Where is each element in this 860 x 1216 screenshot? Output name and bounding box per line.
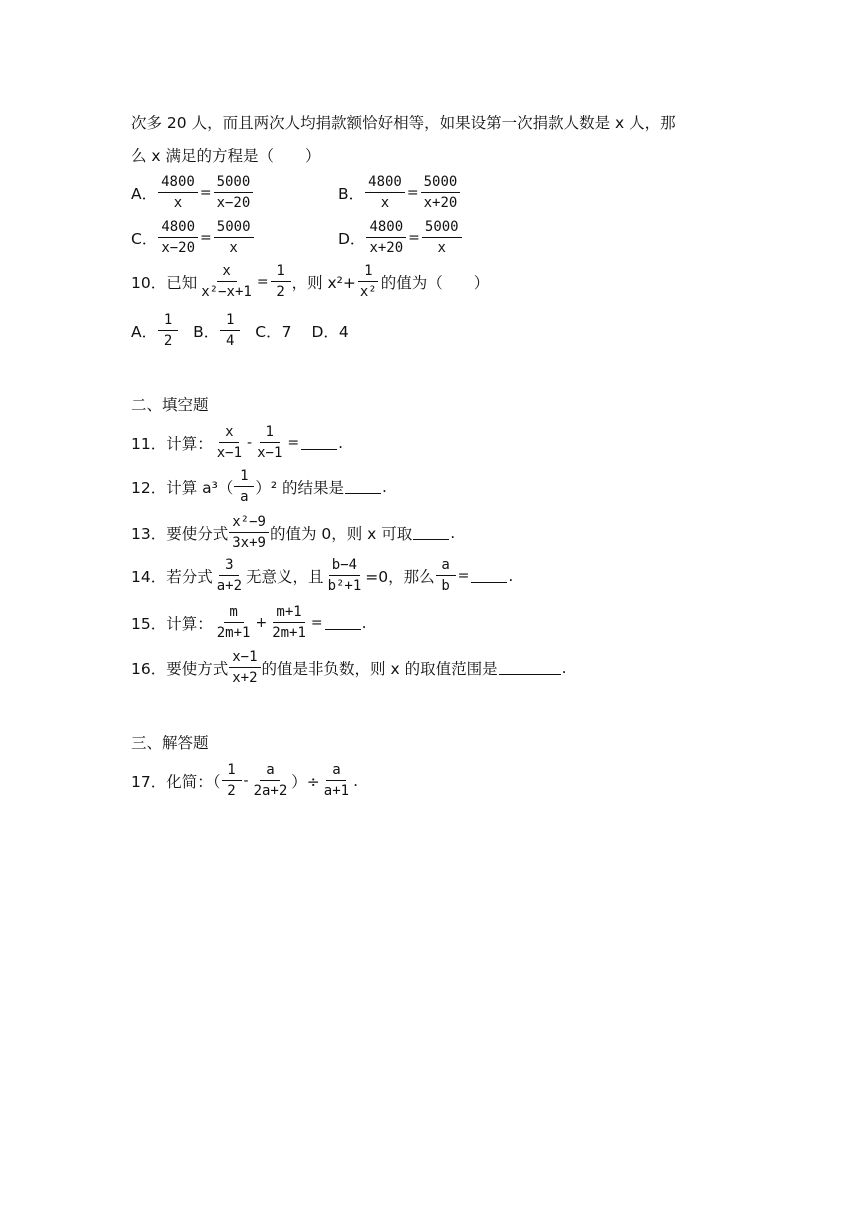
question-text: 计算 a³（ bbox=[166, 478, 234, 497]
question-number: 17． bbox=[131, 772, 167, 791]
question-11: 11． 计算： $\frac{x}{x-1}$ - $\frac{1}{x-1}$ = . bbox=[131, 424, 344, 461]
option-c-label: C． bbox=[131, 229, 158, 248]
fraction: $\frac{m}{2m+1}$ bbox=[216, 604, 251, 641]
fraction: $\frac{x-1}{x+2}$ bbox=[229, 650, 260, 685]
section-title-solve: 三、解答题 bbox=[131, 734, 209, 752]
section-title-fill-in: 二、填空题 bbox=[131, 396, 209, 414]
option-d: D．4 bbox=[311, 322, 349, 341]
question-text: 计算： bbox=[166, 434, 213, 453]
question-13: 13． 要使分式 $\frac{\text{x²−9}}{3x+9}$ 的值为 0，则 x 可取 . bbox=[131, 514, 456, 551]
q9-options-row-2 bbox=[131, 219, 459, 256]
q10-options bbox=[131, 313, 349, 348]
option-a-label: A． bbox=[131, 184, 158, 203]
fraction: $\frac{5000}{x}$ bbox=[422, 220, 462, 255]
fraction: $\frac{5000}{x-20}$ bbox=[214, 175, 254, 210]
answer-blank[interactable] bbox=[499, 660, 561, 675]
fraction: $\frac{4800}{x}$ bbox=[158, 175, 198, 210]
fraction: $\frac{\text{x²−9}}{3x+9}$ bbox=[229, 515, 269, 550]
fraction: $\frac{a}{a+1}$ bbox=[323, 762, 350, 799]
plus-sign: + bbox=[255, 614, 268, 631]
fraction: $\frac{1}{2}$ bbox=[158, 313, 178, 348]
fraction: $\frac{a}{b}$ bbox=[436, 558, 456, 593]
question-text: =0，那么 bbox=[365, 567, 435, 586]
equals-sign: = bbox=[457, 567, 470, 584]
question-text: 已知 bbox=[166, 273, 198, 292]
q9-options-row-1 bbox=[131, 174, 458, 211]
option-d-label: D． bbox=[338, 229, 366, 248]
question-number: 10． bbox=[131, 273, 167, 292]
equals-sign: = bbox=[287, 434, 300, 451]
fraction: $\frac{3}{a+2}$ bbox=[216, 557, 243, 594]
question-text: 计算： bbox=[166, 614, 213, 633]
question-number: 11． bbox=[131, 434, 167, 453]
question-text: 的值为 0，则 x 可取 bbox=[269, 524, 413, 543]
option-a-label: A． bbox=[131, 322, 158, 341]
option-c: C．7 bbox=[255, 322, 292, 341]
fraction: $\frac{1}{2}$ bbox=[271, 264, 291, 299]
equals-sign: = bbox=[406, 184, 419, 201]
equals-sign: = bbox=[408, 229, 420, 246]
answer-blank[interactable] bbox=[301, 435, 337, 450]
question-number: 16． bbox=[131, 659, 167, 678]
question-text: 要使方式 bbox=[166, 659, 229, 678]
answer-blank[interactable] bbox=[413, 525, 449, 540]
equals-sign: = bbox=[199, 184, 212, 201]
q9-option-d bbox=[338, 220, 463, 255]
q9-option-b bbox=[338, 175, 461, 210]
question-number: 13． bbox=[131, 524, 167, 543]
fraction: $\frac{x}{x-1}$ bbox=[216, 424, 243, 461]
equals-sign: = bbox=[310, 614, 323, 631]
question-text: ，则 x²+ bbox=[291, 273, 356, 292]
q9-option-c bbox=[131, 220, 255, 255]
answer-blank[interactable] bbox=[345, 479, 381, 494]
fraction: $\frac{1}{4}$ bbox=[220, 313, 240, 348]
option-b-label: B． bbox=[338, 184, 365, 203]
fraction: $\frac{b-4}{\text{b²+1}}$ bbox=[327, 557, 362, 594]
equals-sign: = bbox=[256, 273, 269, 290]
question-9-text-line2: 么 x 满足的方程是（ ） bbox=[131, 147, 321, 165]
fraction: $\frac{1}{\text{x²}}$ bbox=[359, 263, 377, 300]
fraction: $\frac{x}{\text{x²−x+1}}$ bbox=[201, 263, 252, 300]
fraction: $\frac{1}{2}$ bbox=[222, 763, 242, 798]
question-text: 化简：（ bbox=[166, 772, 221, 791]
question-12: 12． 计算 a³（ $\frac{1}{a}$ ）² 的结果是 . bbox=[131, 468, 387, 505]
fraction: $\frac{m+1}{2m+1}$ bbox=[272, 604, 306, 641]
question-text: ）÷ bbox=[291, 772, 320, 791]
fraction: $\frac{a}{2a+2}$ bbox=[253, 762, 288, 799]
question-text: 要使分式 bbox=[166, 524, 229, 543]
question-text: 的值是非负数，则 x 的取值范围是 bbox=[261, 659, 498, 678]
fraction: $\frac{4800}{x}$ bbox=[365, 175, 405, 210]
question-text: ）² 的结果是 bbox=[255, 478, 345, 497]
question-14: 14． 若分式 $\frac{3}{a+2}$ 无意义，且 $\frac{b-4}{\text{b²+1}}$ =0，那么 $\frac{a}{b}$ = . bbox=[131, 557, 514, 594]
answer-blank[interactable] bbox=[325, 615, 361, 630]
question-17: 17． 化简：（ $\frac{1}{2}$ - $\frac{a}{2a+2}$ ）÷ $\frac{a}{a+1}$ . bbox=[131, 762, 359, 799]
fraction: $\frac{4800}{x+20}$ bbox=[366, 220, 406, 255]
question-number: 12． bbox=[131, 478, 167, 497]
question-9-text-line1: 次多 20 人，而且两次人均捐款额恰好相等，如果设第一次捐款人数是 x 人，那 bbox=[131, 114, 676, 132]
question-text: 若分式 bbox=[166, 567, 213, 586]
equals-sign: = bbox=[200, 229, 212, 246]
question-number: 15． bbox=[131, 614, 167, 633]
minus-sign: - bbox=[243, 772, 249, 789]
fraction: $\frac{4800}{x-20}$ bbox=[158, 220, 198, 255]
fraction: $\frac{5000}{x+20}$ bbox=[421, 175, 461, 210]
q9-option-a bbox=[131, 175, 254, 210]
option-b-label: B． bbox=[193, 322, 220, 341]
question-number: 14． bbox=[131, 567, 167, 586]
minus-sign: - bbox=[247, 434, 253, 451]
answer-blank[interactable] bbox=[471, 568, 507, 583]
question-15: 15． 计算： $\frac{m}{2m+1}$ + $\frac{m+1}{2m+1}$ = . bbox=[131, 604, 367, 641]
question-10 bbox=[131, 264, 489, 299]
question-text: 的值为（ ） bbox=[380, 273, 490, 292]
fraction: $\frac{1}{x-1}$ bbox=[257, 424, 283, 461]
fraction: $\frac{1}{a}$ bbox=[234, 469, 254, 504]
fraction: $\frac{5000}{x}$ bbox=[214, 220, 254, 255]
question-16: 16． 要使方式 $\frac{x-1}{x+2}$ 的值是非负数，则 x 的取值范围是 . bbox=[131, 649, 567, 686]
question-text: 无意义，且 bbox=[246, 567, 324, 586]
